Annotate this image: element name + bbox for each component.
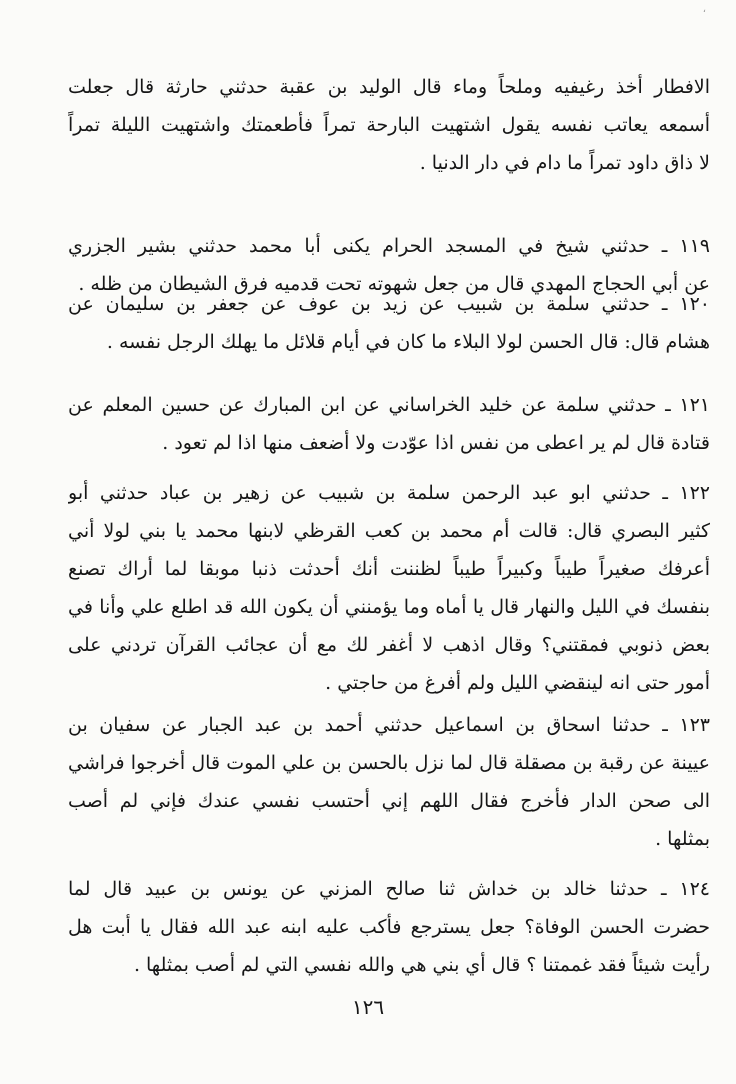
text-line: عن أبي الحجاج المهدي قال من جعل شهوته تحت قدميه فرق الشيطان من ظله . <box>78 273 710 295</box>
text-line: ١٢٣ ـ حدثنا اسحاق بن اسماعيل حدثني أحمد بن عبد الجبار عن سفيان بن <box>68 714 710 736</box>
text-line: حضرت الحسن الوفاة؟ جعل يسترجع فأكب عليه ابنه عبد الله فقال يا أبت هل <box>68 916 710 938</box>
text-line: هشام قال: قال الحسن لولا البلاء ما كان في أيام قلائل ما يهلك الرجل نفسه . <box>106 331 710 353</box>
text-line: ١٢٤ ـ حدثنا خالد بن خداش ثنا صالح المزني عن يونس بن عبيد قال لما <box>68 878 710 900</box>
text-line: ١١٩ ـ حدثني شيخ في المسجد الحرام يكنى أبا محمد حدثني بشير الجزري <box>68 235 710 257</box>
text-line: ١٢٠ ـ حدثني سلمة بن شبيب عن زيد بن عوف عن جعفر بن سليمان عن <box>68 293 710 315</box>
paragraph-continuation <box>68 68 710 182</box>
text-line: الى صحن الدار فأخرج فقال اللهم إني أحتسب نفسي عندك فإني لم أصب <box>68 790 710 812</box>
text-line: ١٢١ ـ حدثني سلمة عن خليد الخراساني عن ابن المبارك عن حسين المعلم عن <box>68 394 710 416</box>
paragraph-120 <box>68 285 710 361</box>
paragraph-124 <box>68 870 710 984</box>
text-line: الافطار أخذ رغيفيه وملحاً وماء قال الوليد بن عقبة حدثني حارثة قال جعلت <box>68 76 710 98</box>
text-line: رأيت شيئاً فقد غممتنا ؟ قال أي بني هي والله نفسي التي لم أصب بمثلها . <box>133 954 710 976</box>
text-line: أمور حتى انه لينقضي الليل ولم أفرغ من حاجتي . <box>325 672 710 694</box>
text-line: بعض ذنوبي فمقتني؟ وقال اذهب لا أغفر لك مع أن عجائب القرآن تردني على <box>68 634 710 656</box>
text-line: بمثلها . <box>655 828 710 850</box>
paragraph-123 <box>68 706 710 858</box>
text-line: أسمعه يعاتب نفسه يقول اشتهيت البارحة تمراً فأطعمتك واشتهيت الليلة تمراً <box>68 114 710 136</box>
paragraph-121 <box>68 386 710 462</box>
text-line: ١٢٢ ـ حدثني ابو عبد الرحمن سلمة بن شبيب عن زهير بن عباد حدثني أبو <box>68 482 710 504</box>
page-number: ١٢٦ <box>351 995 385 1019</box>
text-line: كثير البصري قال: قالت أم محمد بن كعب القرظي لابنها محمد يا بني لولا أني <box>68 520 710 542</box>
text-line: أعرفك صغيراً طيباً وكبيراً طيباً لظننت أنك أحدثت ذنبا موبقا لما أراك تصنع <box>68 558 710 580</box>
text-line: قتادة قال لم ير اعطى من نفس اذا عوّدت ولا أضعف منها اذا لم تعود . <box>162 432 710 454</box>
corner-mark: ، <box>702 4 706 15</box>
text-line: لا ذاق داود تمراً ما دام في دار الدنيا . <box>419 152 710 174</box>
text-line: بنفسك في الليل والنهار قال يا أماه وما يؤمنني أن يكون الله قد اطلع علي وأنا في <box>68 596 710 618</box>
paragraph-122 <box>68 474 710 702</box>
text-line: عيينة عن رقبة بن مصقلة قال لما نزل بالحسن بن علي الموت قال أخرجوا فراشي <box>68 752 710 774</box>
